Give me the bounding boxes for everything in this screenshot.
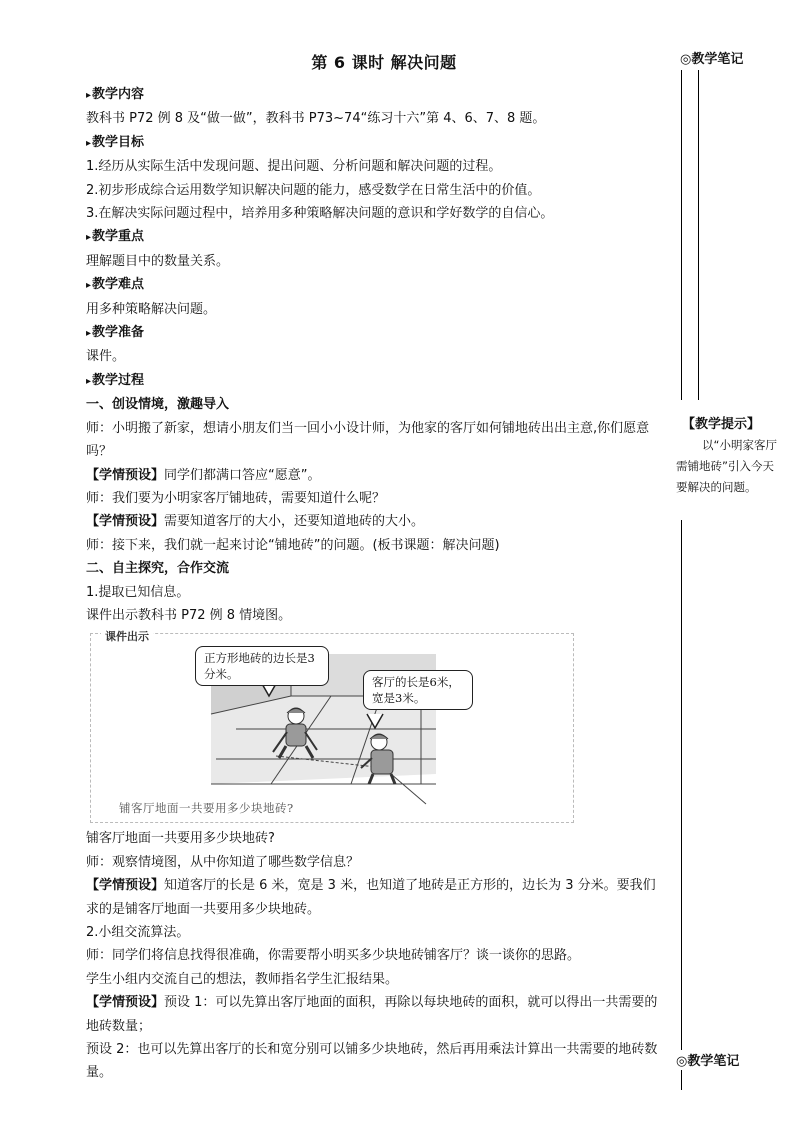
goals-head: ▸ 教学目标 <box>86 131 666 155</box>
para-11: 2.小组交流算法。 <box>86 924 190 940</box>
key-head: ▸ 教学重点 <box>86 225 666 249</box>
sidebar-notes-head-bottom: ◎教学笔记 <box>676 1054 740 1069</box>
goal-1: 1.经历从实际生活中发现问题、提出问题、分析问题和解决问题的过程。 <box>86 159 502 175</box>
para-10: 知道客厅的长是 6 米，宽是 3 米，也知道了地砖是正方形的，边长为 3 分米。要我们求的是铺客厅地面一共要用多少块地砖。 <box>86 878 656 917</box>
para-12: 师：同学们将信息找得很准确，你需要帮小明买多少块地砖铺客厅？谈一谈你的思路。 <box>86 948 581 964</box>
para-7: 课件出示教科书 P72 例 8 情境图。 <box>86 607 292 623</box>
tip-body: 以“小明家客厅需铺地砖”引入今天要解决的问题。 <box>676 438 777 494</box>
difficult-head: ▸ 教学难点 <box>86 273 666 297</box>
part1-head: 一、创设情境，激趣导入 <box>86 397 230 413</box>
para-15: 预设 2：也可以先算出客厅的长和宽分别可以铺多少块地砖，然后再用乘法计算出一共需要的地砖数量。 <box>86 1042 658 1081</box>
para-3: 师：我们要为小明家客厅铺地砖，需要知道什么呢？ <box>86 490 386 506</box>
para-13: 学生小组内交流自己的想法，教师指名学生汇报结果。 <box>86 971 399 987</box>
goal-3: 3.在解决实际问题过程中，培养用多种策略解决问题的意识和学好数学的自信心。 <box>86 206 554 222</box>
para-4: 需要知道客厅的大小，还要知道地砖的大小。 <box>164 514 425 530</box>
sidebar-rule-top-inner <box>698 70 699 400</box>
part2-head: 二、自主探究，合作交流 <box>86 561 230 577</box>
bubble-room-size: 客厅的长是6米，宽是3米。 <box>363 670 473 710</box>
goal-2: 2.初步形成综合运用数学知识解决问题的能力，感受数学在日常生活中的价值。 <box>86 182 541 198</box>
para-8: 铺客厅地面一共要用多少块地砖? <box>86 831 275 847</box>
preset-tag: 【学情预设】 <box>86 467 165 483</box>
teaching-tip <box>676 414 780 498</box>
prep-head: ▸ 教学准备 <box>86 321 666 345</box>
process-head: ▸ 教学过程 <box>86 369 666 393</box>
para-9: 师：观察情境图，从中你知道了哪些数学信息？ <box>86 854 360 870</box>
courseware-figure <box>90 630 574 823</box>
content-text: 教科书 P72 例 8 及“做一做”，教科书 P73~74“练习十六”第 4、6、7、8 题。 <box>86 111 546 127</box>
key-text: 理解题目中的数量关系。 <box>86 253 230 269</box>
prep-text: 课件。 <box>86 349 126 365</box>
bubble-tile-size: 正方形地砖的边长是3分米。 <box>195 646 329 686</box>
tip-head: 【教学提示】 <box>682 417 761 432</box>
para-5: 师：接下来，我们就一起来讨论“铺地砖”的问题。(板书课题：解决问题) <box>86 537 500 553</box>
sidebar-rule-end <box>681 1070 682 1090</box>
lesson-body <box>86 83 666 1085</box>
content-head: ▸ 教学内容 <box>86 83 666 107</box>
preset-tag: 【学情预设】 <box>86 995 165 1011</box>
para-14: 预设 1：可以先算出客厅地面的面积，再除以每块地砖的面积，就可以得出一共需要的地砖数量； <box>86 995 658 1034</box>
sidebar-rule-bottom <box>681 520 682 1050</box>
figure-caption: 铺客厅地面一共要用多少块地砖? <box>119 801 294 816</box>
difficult-text: 用多种策略解决问题。 <box>86 301 217 317</box>
preset-tag: 【学情预设】 <box>86 514 165 530</box>
page-title: 第 6 课时 解决问题 <box>311 53 457 72</box>
floor-scene-illustration <box>91 634 573 822</box>
para-6: 1.提取已知信息。 <box>86 584 190 600</box>
sidebar-rule-top <box>681 70 682 400</box>
para-1: 师：小明搬了新家，想请小朋友们当一回小小设计师，为他家的客厅如何铺地砖出出主意,你们愿意吗？ <box>86 420 650 460</box>
figure-label: 课件出示 <box>101 625 153 648</box>
sidebar-notes-head-top: ◎教学笔记 <box>680 52 744 67</box>
preset-tag: 【学情预设】 <box>86 878 165 894</box>
para-2: 同学们都满口答应“愿意”。 <box>164 467 321 483</box>
